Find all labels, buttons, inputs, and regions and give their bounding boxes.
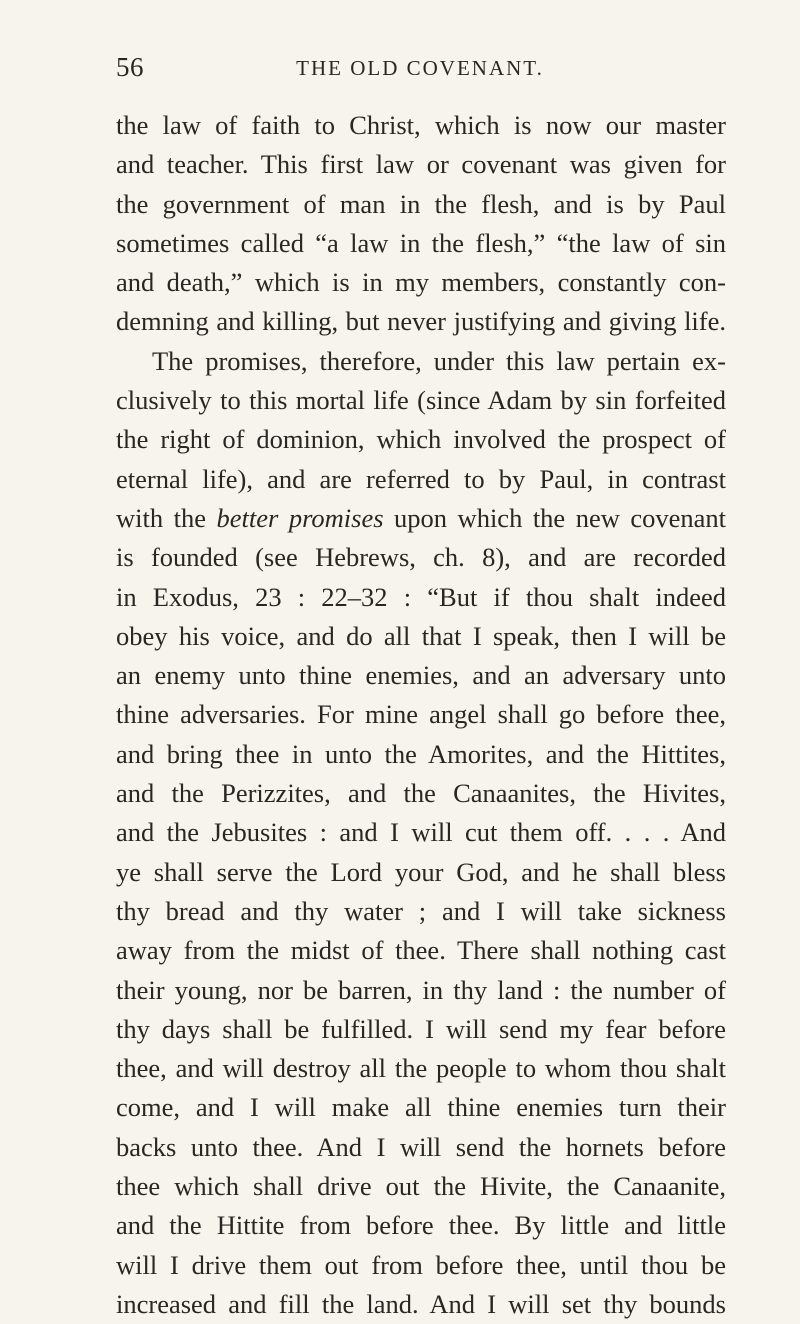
running-title: THE OLD COVENANT. <box>296 56 544 80</box>
emphasis: better promises <box>216 502 384 533</box>
text-line: clusively to this mortal life (since Adam by sin forfeited <box>116 385 726 416</box>
text-line: in Exodus, 23 : 22–32 : “But if thou shalt indeed <box>116 581 726 612</box>
page-number: 56 <box>116 52 144 82</box>
text-line: the law of faith to Christ, which is now our master <box>116 110 726 140</box>
text-line: thee, and will destroy all the people to whom thou shalt <box>116 1053 726 1084</box>
text-line: obey his voice, and do all that I speak, then I will be <box>116 620 726 651</box>
text-line: thee which shall drive out the Hivite, the Canaanite, <box>116 1171 726 1202</box>
text-line: come, and I will make all thine enemies turn their <box>116 1092 726 1123</box>
text-line: and the Hittite from before thee. By little and little <box>116 1210 726 1241</box>
body-text <box>116 106 726 1324</box>
text-line: demning and killing, but never justifying and giving life. <box>116 306 726 337</box>
text-line: and the Perizzites, and the Canaanites, the Hivites, <box>116 778 726 809</box>
text-line: increased and fill the land. And I will set thy bounds <box>116 1288 726 1319</box>
page-header <box>116 52 724 92</box>
text-line: sometimes called “a law in the flesh,” “the law of sin <box>116 227 726 258</box>
text-line: with the better promises upon which the new covenant <box>116 502 727 533</box>
text-line: and bring thee in unto the Amorites, and the Hittites, <box>116 738 726 769</box>
text-line: the government of man in the flesh, and is by Paul <box>116 188 726 219</box>
text-line: the right of dominion, which involved the prospect of <box>116 424 726 455</box>
text-line: their young, nor be barren, in thy land : the number of <box>116 974 726 1005</box>
text-line: ye shall serve the Lord your God, and he shall bless <box>116 856 726 887</box>
text-line: and death,” which is in my members, constantly con- <box>116 267 726 298</box>
text-line: away from the midst of thee. There shall nothing cast <box>116 935 726 966</box>
text-line: The promises, therefore, under this law pertain ex- <box>152 345 726 376</box>
text-line: thy bread and thy water ; and I will take sickness <box>116 895 726 926</box>
text-line: and teacher. This first law or covenant was given for <box>116 149 726 180</box>
text-line: backs unto thee. And I will send the hornets before <box>116 1131 726 1162</box>
text-line: thine adversaries. For mine angel shall go before thee, <box>116 699 726 730</box>
text-line: and the Jebusites : and I will cut them off. . . . And <box>116 817 726 848</box>
text-line: is founded (see Hebrews, ch. 8), and are recorded <box>116 542 726 573</box>
text-line: will I drive them out from before thee, until thou be <box>116 1249 726 1280</box>
text-line: eternal life), and are referred to by Paul, in contrast <box>116 463 726 494</box>
text-line: thy days shall be fulfilled. I will send my fear before <box>116 1013 726 1044</box>
text-line: an enemy unto thine enemies, and an adversary unto <box>116 660 726 691</box>
